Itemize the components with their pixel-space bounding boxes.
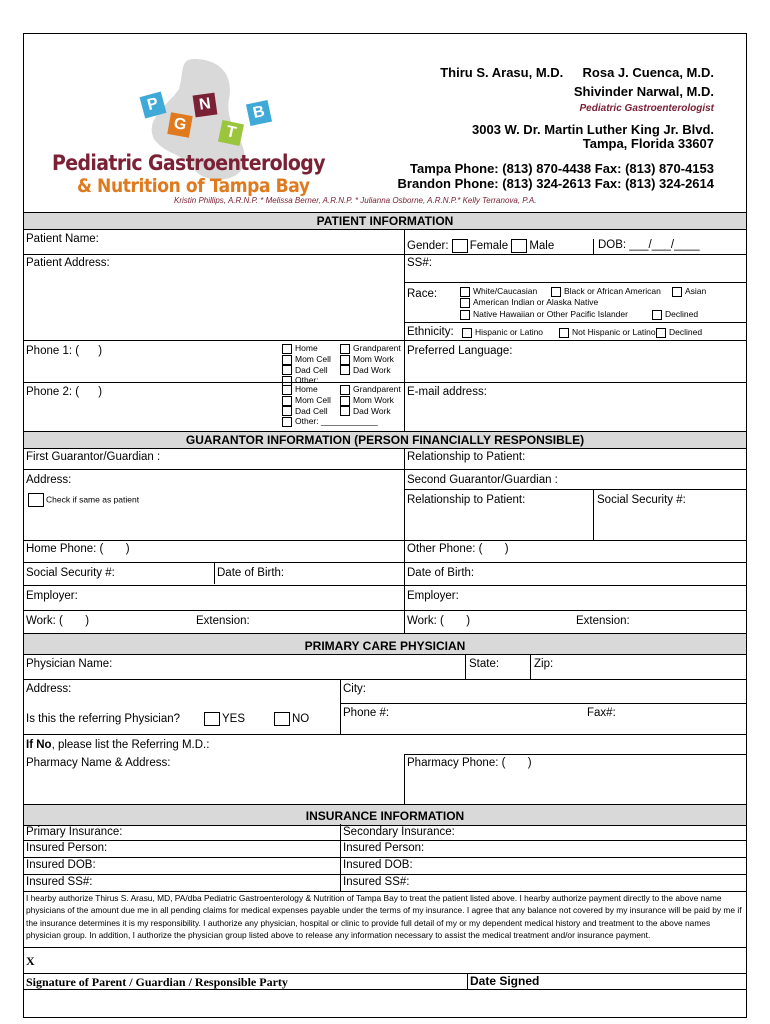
section-guarantor-information: GUARANTOR INFORMATION (PERSON FINANCIALLY RESPONSIBLE) [24,431,746,449]
phone1-mom-cell-option[interactable]: Mom Cell [282,354,331,365]
ethnicity-label: Ethnicity: [407,326,454,338]
ssn2-label: Social Security #: [597,494,686,506]
ethnicity-not-hispanic[interactable]: Not Hispanic or Latino [559,327,656,338]
insured-ss-label: Insured SS#: [26,876,93,888]
work-phone2-label: Work: ( ) [407,615,471,627]
phone1-types-left [282,343,331,386]
guarantor-address-label: Address: [26,474,72,486]
race-white[interactable]: White/Caucasian [460,286,537,297]
insured-person2-label: Insured Person: [343,842,425,854]
physician-name-label: Physician Name: [26,658,113,670]
physician-address-label: Address: [26,683,72,695]
race-declined[interactable]: Declined [652,309,698,320]
home-phone-label: Home Phone: ( ) [26,543,130,555]
phone1-grandparent-option[interactable]: Grandparent [340,343,401,354]
address-line1: 3003 W. Dr. Martin Luther King Jr. Blvd. [472,122,714,137]
phone1-home-option[interactable]: Home [282,343,331,354]
ethnicity-hispanic[interactable]: Hispanic or Latino [462,327,543,338]
yes-checkbox[interactable] [204,712,220,726]
brandon-phone: Brandon Phone: (813) 324-2613 Fax: (813) 324-2614 [397,176,714,191]
phone2-grandparent-option[interactable]: Grandparent [340,384,401,395]
extension2-label: Extension: [576,615,630,627]
logo-letter-p: P [140,92,167,119]
authorization-statement: I hearby authorize Thirus S. Arasu, MD, PA/dba Pediatric Gastroenterology & Nutrition of Tampa Bay to treat the patient listed above. I hearby authorize payment directly to the above name physicians of the amount due me in all pending claims for medical expenses payable under the terms of my insurance. I agree that any balance not covered by my insurance will be paid by me if the insurance determines it is my responsibility. I authorize any physician, hospital or clinic to provide full detail of my or my dependent medical history and treatment to the above names physician group. In addition, I authorize the physician group listed above to release any information necessary to assist the medical treatment and/or insurance payment. [26,893,742,940]
logo-name-line1: Pediatric Gastroenterology [52,151,325,175]
referring-question [26,713,180,725]
extension-label: Extension: [196,615,250,627]
city-label: City: [343,683,366,695]
section-patient-information: PATIENT INFORMATION [24,212,746,230]
gender-field [407,239,554,253]
referring-md-label [26,739,209,751]
no-option[interactable]: NO [274,712,309,726]
same-as-patient-checkbox[interactable]: Check if same as patient [28,493,139,507]
phone2-types-right [340,384,401,416]
race-pacific-islander[interactable]: Native Hawaiian or Other Pacific Islander [460,309,628,320]
guarantor2-dob-label: Date of Birth: [407,567,475,579]
phone2-dad-work-option[interactable]: Dad Work [340,406,401,417]
state-label: State: [469,658,500,670]
preferred-language-label: Preferred Language: [407,345,513,357]
signature-label: Signature of Parent / Guardian / Responsible Party [26,975,288,989]
phone2-mom-cell-option[interactable]: Mom Cell [282,395,378,406]
phone2-other-option[interactable]: Other: ____________ [282,416,378,427]
phone1-label: Phone 1: ( ) [26,345,103,357]
phone2-dad-cell-option[interactable]: Dad Cell [282,406,378,417]
referring-question-label: Is this the referring Physician? [26,713,181,725]
pharmacy-phone-label: Pharmacy Phone: ( ) [407,757,532,769]
phone1-types-right [340,343,401,375]
other-phone-label: Other Phone: ( ) [407,543,509,555]
zip-label: Zip: [534,658,554,670]
race-label: Race: [407,288,438,300]
secondary-insurance-label: Secondary Insurance: [343,826,455,838]
patient-address-label: Patient Address: [26,257,110,269]
race-american-indian[interactable]: American Indian or Alaska Native [460,297,598,308]
logo-letter-t: T [218,120,244,146]
intake-form [23,33,747,1018]
dob-label: DOB: ___/___/____ [598,239,700,251]
address-line2: Tampa, Florida 33607 [582,136,714,151]
ss-label: SS#: [407,257,432,269]
staff-list: Kristin Phillips, A.R.N.P. * Melissa Berner, A.R.N.P. * Julianna Osborne, A.R.N.P.* Kelly Terranova, P.A. [174,196,537,205]
logo-letter-g: G [167,112,192,137]
female-label: Female [469,240,509,253]
second-guarantor-label: Second Guarantor/Guardian : [407,474,558,486]
primary-insurance-label: Primary Insurance: [26,826,123,838]
employer2-label: Employer: [407,590,459,602]
male-checkbox[interactable] [511,239,527,253]
race-black[interactable]: Black or African American [551,286,661,297]
phone1-dad-work-option[interactable]: Dad Work [340,365,401,376]
insured-dob-label: Insured DOB: [26,859,96,871]
phone1-dad-cell-option[interactable]: Dad Cell [282,365,331,376]
email-label: E-mail address: [407,386,487,398]
signature-x: X [26,954,35,968]
insured-dob2-label: Insured DOB: [343,859,413,871]
insured-ss2-label: Insured SS#: [343,876,410,888]
employer-label: Employer: [26,590,78,602]
date-signed-label: Date Signed [470,974,540,988]
doctor-cuenca: Rosa J. Cuenca, M.D. [582,65,714,80]
yes-option[interactable]: YES [204,712,245,726]
section-primary-care-physician: PRIMARY CARE PHYSICIAN [24,633,746,655]
practice-logo [44,44,344,204]
phone2-mom-work-option[interactable]: Mom Work [340,395,401,406]
if-no-rest: , please list the Referring M.D.: [51,739,210,751]
pharmacy-name-label: Pharmacy Name & Address: [26,757,171,769]
phone2-label: Phone 2: ( ) [26,386,103,398]
gender-label: Gender: [407,240,449,253]
doctor-names-line1 [440,65,714,80]
logo-name-line2: & Nutrition of Tampa Bay [77,175,310,197]
work-phone-label: Work: ( ) [26,615,90,627]
guarantor-dob-label: Date of Birth: [217,567,285,579]
guarantor-ssn-label: Social Security #: [26,567,115,579]
no-checkbox[interactable] [274,712,290,726]
logo-letter-n: N [193,93,218,118]
insured-person-label: Insured Person: [26,842,108,854]
male-label: Male [529,240,555,253]
race-asian[interactable]: Asian [672,286,706,297]
first-guarantor-label: First Guarantor/Guardian : [26,451,161,463]
patient-name-label: Patient Name: [26,233,99,245]
physician-phone-label: Phone #: [343,707,390,719]
phone1-other-option[interactable]: Other: [282,375,331,386]
logo-letter-b: B [246,100,272,126]
phone2-home-option[interactable]: Home [282,384,378,395]
relationship2-label: Relationship to Patient: [407,494,526,506]
physician-fax-label: Fax#: [587,707,616,719]
specialty-title: Pediatric Gastroenterologist [579,103,714,114]
phone1-mom-work-option[interactable]: Mom Work [340,354,401,365]
doctor-arasu: Thiru S. Arasu, M.D. [440,65,564,80]
tampa-phone: Tampa Phone: (813) 870-4438 Fax: (813) 870-4153 [410,161,714,176]
if-no-bold: If No [26,739,52,751]
doctor-narwal: Shivinder Narwal, M.D. [573,84,714,99]
section-insurance-information: INSURANCE INFORMATION [24,804,746,826]
female-checkbox[interactable] [452,239,468,253]
ethnicity-declined[interactable]: Declined [656,327,702,338]
relationship-label: Relationship to Patient: [407,451,526,463]
